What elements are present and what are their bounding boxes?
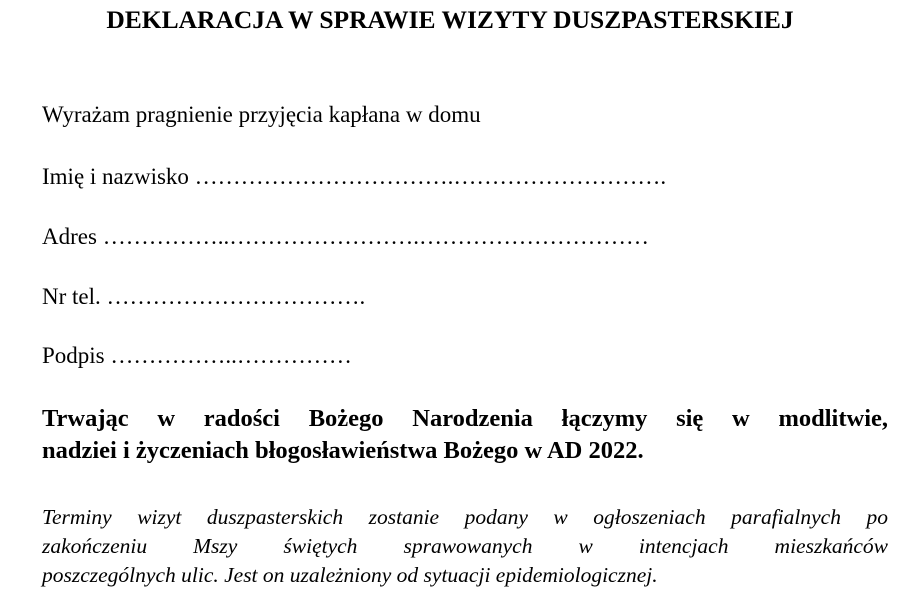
visit-schedule-note xyxy=(42,503,888,590)
field-label-name: Imię i nazwisko xyxy=(42,164,189,189)
field-dots-phone: ……………………………. xyxy=(106,284,366,309)
field-label-phone: Nr tel. xyxy=(42,284,101,309)
note-line: poszczególnych ulic. Jest on uzależniony od sytuacji epidemiologicznej. xyxy=(42,563,658,587)
field-dots-address: ……………..…………………….………………………… xyxy=(102,224,649,249)
note-line: Terminy wizyt duszpasterskich zostanie podany w ogłoszeniach parafialnych po xyxy=(42,505,888,529)
greeting-line: Trwając w radości Bożego Narodzenia łączymy się w modlitwie, xyxy=(42,405,888,432)
field-address xyxy=(42,223,649,251)
field-phone xyxy=(42,283,365,311)
field-dots-name: …………………………….………………………. xyxy=(194,164,667,189)
greeting-line: nadziei i życzeniach błogosławieństwa Bożego w AD 2022. xyxy=(42,437,644,464)
document-title: DEKLARACJA W SPRAWIE WIZYTY DUSZPASTERSKIEJ xyxy=(106,5,794,34)
note-line: zakończeniu Mszy świętych sprawowanych w intencjach mieszkańców xyxy=(42,534,888,558)
field-name xyxy=(42,163,666,191)
greeting-paragraph xyxy=(42,403,888,467)
field-signature xyxy=(42,342,352,370)
field-label-signature: Podpis xyxy=(42,343,105,368)
field-label-address: Adres xyxy=(42,224,97,249)
intro-text: Wyrażam pragnienie przyjęcia kapłana w domu xyxy=(42,102,481,127)
field-dots-signature: ……………..…………… xyxy=(110,343,352,368)
